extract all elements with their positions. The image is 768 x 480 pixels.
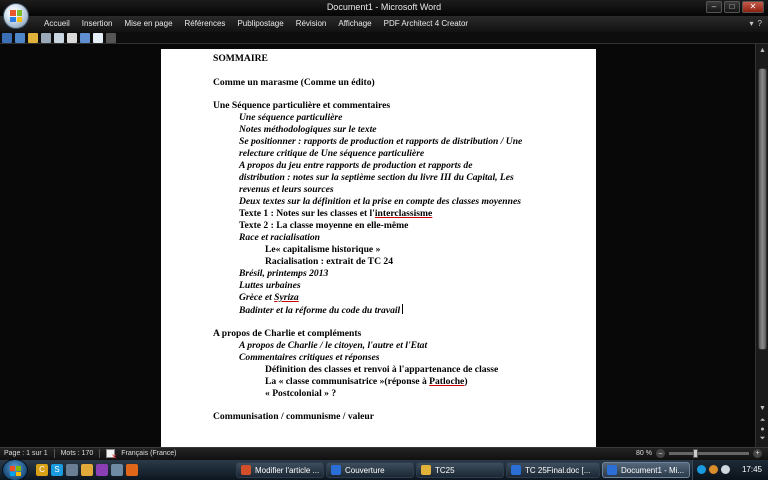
help-icon[interactable]: ? [757,19,762,28]
taskbar-item[interactable] [326,462,414,478]
tab-insertion[interactable]: Insertion [81,19,113,28]
taskbar [0,460,768,480]
calculator-icon[interactable] [111,464,123,476]
task-label: Couverture [345,465,385,475]
document-line[interactable]: relecture critique de Une séquence particulière [239,148,425,159]
media-icon[interactable] [96,464,108,476]
table-icon[interactable] [80,33,90,43]
document-line[interactable]: Luttes urbaines [239,280,301,291]
document-line[interactable]: Notes méthodologiques sur le texte [239,124,377,135]
close-button[interactable]: ✕ [742,1,764,13]
title-bar [0,0,768,16]
save-icon[interactable] [2,33,12,43]
scroll-thumb[interactable] [758,68,767,350]
taskbar-item[interactable] [506,462,600,478]
word-counter[interactable]: Mots : 170 [60,450,94,457]
windows-logo-icon [10,466,21,476]
tab-mise-en-page[interactable]: Mise en page [124,19,173,28]
document-line[interactable]: Badinter et la réforme du code du travail [239,304,403,316]
document-line[interactable]: revenus et leurs sources [239,184,334,195]
ribbon-right [750,19,762,28]
document-line[interactable]: La « classe communisatrice »(réponse à Patloche) [265,376,468,387]
zoom-in-button[interactable]: + [753,449,762,458]
volume-icon[interactable] [721,465,730,474]
document-line[interactable]: Une séquence particulière [239,112,343,123]
skype-icon[interactable]: S [51,464,63,476]
document-line[interactable]: Commentaires critiques et réponses [239,352,380,363]
document-line[interactable]: SOMMAIRE [213,53,268,64]
taskbar-item[interactable] [236,462,324,478]
document-line[interactable]: A propos de Charlie / le citoyen, l'autre et l'Etat [239,340,428,351]
undo-icon[interactable] [15,33,25,43]
skype-tray-icon[interactable] [697,465,706,474]
tab-affichage[interactable]: Affichage [338,19,372,28]
tab-revision[interactable]: Révision [295,19,327,28]
ribbon-tabs [38,19,474,28]
document-line[interactable]: Texte 2 : La classe moyenne en elle-même [239,220,409,231]
explorer-icon[interactable] [81,464,93,476]
ribbon [0,16,768,32]
document-line[interactable]: A propos du jeu entre rapports de production et rapports de [239,160,473,171]
quick-access-toolbar [0,32,768,44]
scroll-down-icon[interactable]: ▼ [759,405,766,412]
tab-references[interactable]: Références [184,19,226,28]
window-controls [706,1,764,13]
customize-qat-icon[interactable] [106,33,116,43]
spelling-error[interactable]: Syriza [274,292,299,303]
document-line[interactable]: Texte 1 : Notes sur les classes et l'interclassisme [239,208,433,219]
spelling-error[interactable]: interclassisme [374,208,433,219]
document-line[interactable]: Se positionner : rapports de production et rapports de distribution / Une [239,136,523,147]
tab-pdf-architect[interactable]: PDF Architect 4 Creator [383,19,469,28]
ribbon-minimize-icon[interactable]: ▾ [749,19,754,28]
spelling-status-icon[interactable] [106,449,115,458]
document-line[interactable]: Comme un marasme (Comme un édito) [213,77,375,88]
print-preview-icon[interactable] [41,33,51,43]
clock[interactable]: 17:45 [741,465,762,474]
document-line[interactable]: Grèce et Syriza [239,292,299,303]
page-counter[interactable]: Page : 1 sur 1 [4,450,48,457]
taskbar-item[interactable] [416,462,504,478]
spelling-icon[interactable] [54,33,64,43]
spelling-error[interactable]: Patloche [429,376,465,387]
status-separator [99,449,100,458]
vertical-scrollbar[interactable] [755,44,768,447]
task-label: Modifier l'article ... [255,465,319,475]
maximize-button[interactable]: □ [724,1,740,13]
zoom-slider[interactable] [669,452,749,455]
browse-object-icon[interactable]: ● [760,426,765,433]
zoom-out-button[interactable]: – [656,449,665,458]
document-line[interactable]: distribution : notes sur la septième section du livre III du Capital, Les [239,172,514,183]
scroll-up-icon[interactable]: ▲ [759,47,766,54]
network-icon[interactable] [709,465,718,474]
document-line[interactable]: Race et racialisation [239,232,321,243]
language-indicator[interactable]: Français (France) [121,450,177,457]
previous-page-icon[interactable]: ⏶ [759,417,766,424]
document-line[interactable]: Le« capitalisme historique » [265,244,381,255]
document-line[interactable]: Définition des classes et renvoi à l'appartenance de classe [265,364,499,375]
next-page-icon[interactable]: ⏷ [759,435,766,442]
document-line[interactable]: Communisation / communisme / valeur [213,411,374,422]
task-label: Document1 - Mi... [621,465,685,475]
document-page[interactable] [161,49,596,447]
minimize-button[interactable]: – [706,1,722,13]
task-label: TC25 [435,465,455,475]
text-cursor [402,304,403,314]
word-doc-icon [511,465,521,475]
word-doc-icon [607,465,617,475]
start-button[interactable] [2,459,28,480]
tab-accueil[interactable]: Accueil [44,19,70,28]
firefox-icon[interactable] [126,464,138,476]
status-bar [0,447,768,460]
document-line[interactable]: A propos de Charlie et compléments [213,328,362,339]
email-icon[interactable] [67,33,77,43]
firefox-icon [241,465,251,475]
system-tray [692,460,768,480]
document-line[interactable]: Racialisation : extrait de TC 24 [265,256,393,267]
taskbar-item-active[interactable] [602,462,690,478]
tab-publipostage[interactable]: Publipostage [237,19,284,28]
text-style-icon[interactable] [93,33,103,43]
quick-launch [36,464,138,476]
document-line[interactable]: « Postcolonial » ? [265,388,337,399]
document-line[interactable]: Brésil, printemps 2013 [239,268,329,279]
window-title: Document1 - Microsoft Word [326,2,442,12]
office-button[interactable] [3,3,29,29]
zoom-slider-knob[interactable] [693,449,698,458]
zoom-level[interactable]: 80 % [636,450,652,457]
open-folder-icon[interactable] [28,33,38,43]
office-logo-icon [10,10,22,22]
folder-icon [421,465,431,475]
task-label: TC 25Final.doc [... [525,465,591,475]
document-line[interactable]: Une Séquence particulière et commentaires [213,100,391,111]
chrome-icon[interactable]: C [36,464,48,476]
document-area [0,44,755,447]
document-line[interactable]: Deux textes sur la définition et la prise en compte des classes moyennes [239,196,521,207]
status-separator [54,449,55,458]
desktop-icon[interactable] [66,464,78,476]
word-doc-icon [331,465,341,475]
